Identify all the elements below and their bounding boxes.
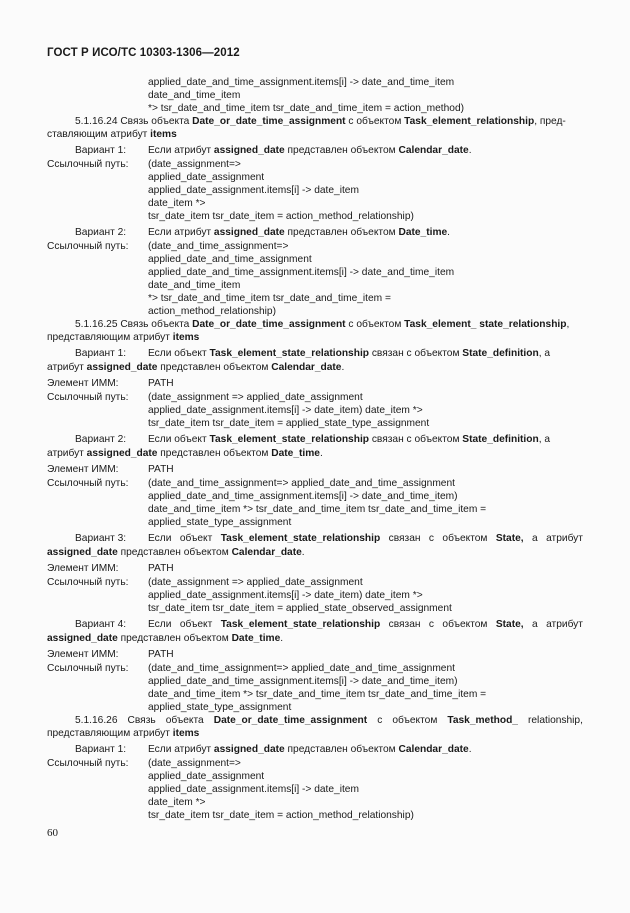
text-line (148, 433, 583, 446)
text-line: Ссылочный путь: (47, 159, 129, 170)
bold-term: items (172, 332, 200, 343)
text-line: applied_date_assignment.items[i] -> date_item) date_item *> (148, 405, 423, 416)
text-line (148, 144, 472, 157)
text-run: представляющим атрибут (47, 332, 173, 343)
bold-term: assigned_date (86, 448, 158, 459)
bold-term: Task_element_state_relationship (220, 619, 381, 630)
text-run: представлен объектом (157, 448, 272, 459)
bold-term: Task_element_state_relationship (220, 533, 381, 544)
text-line: (date_assignment => applied_date_assignment (148, 392, 363, 403)
text-line (148, 226, 450, 239)
text-run: представлен объектом (117, 633, 232, 644)
bold-term: State_definition (462, 348, 539, 359)
text-run: 5.1.16.25 Связь объекта (75, 319, 193, 330)
text-run: атрибут (47, 448, 87, 459)
text-line: action_method_relationship) (148, 306, 276, 317)
bold-term: assigned_date (213, 227, 285, 238)
text-line: (date_assignment=> (148, 758, 241, 769)
text-run: представлен объектом (157, 362, 272, 373)
text-run: . (301, 547, 305, 558)
text-line: date_and_time_item *> tsr_date_and_time_item tsr_date_and_time_item = (148, 504, 487, 515)
bold-term: Date_or_date_time_assignment (192, 116, 346, 127)
bold-term: State, (495, 533, 524, 544)
text-run: , а (538, 348, 551, 359)
text-run: объект (179, 619, 213, 630)
text-line: Вариант 2: (75, 434, 127, 445)
text-run: связан с объектом (369, 434, 463, 445)
text-run: . (447, 227, 451, 238)
text-run: 5.1.16.24 Связь объекта (75, 116, 193, 127)
bold-term: assigned_date (213, 744, 285, 755)
text-line: (date_assignment=> (148, 159, 241, 170)
text-run: объектом (442, 619, 488, 630)
text-line: tsr_date_item tsr_date_item = action_method_relationship) (148, 211, 414, 222)
text-run: relationship, (528, 715, 583, 726)
text-line: applied_date_and_time_assignment.items[i] -> date_and_time_item (148, 77, 455, 88)
bold-term: Date_time (398, 227, 448, 238)
text-line (47, 632, 283, 645)
text-run: Если (148, 619, 172, 630)
text-line: applied_date_assignment (148, 771, 265, 782)
text-line (47, 361, 344, 374)
text-line: Вариант 1: (75, 744, 127, 755)
text-line (148, 743, 472, 756)
text-line: applied_date_assignment (148, 172, 265, 183)
text-line (47, 727, 199, 740)
text-line: applied_date_and_time_assignment.items[i] -> date_and_time_item (148, 267, 455, 278)
text-line: Элемент ИММ: (47, 563, 119, 574)
text-run: с объектом (345, 319, 405, 330)
text-run: . (280, 633, 284, 644)
text-run: связан (388, 619, 421, 630)
text-line: PATH (148, 378, 174, 389)
text-run: с (377, 715, 383, 726)
text-run: Связь (127, 715, 156, 726)
text-run: атрибут (546, 619, 583, 630)
text-run: . (341, 362, 345, 373)
document-header: ГОСТ Р ИСО/ТС 10303-1306—2012 (47, 47, 240, 59)
text-line: applied_date_and_time_assignment.items[i] -> date_and_time_item) (148, 676, 458, 687)
bold-term: Date_time (271, 448, 320, 459)
bold-term: assigned_date (47, 547, 118, 558)
text-line: Элемент ИММ: (47, 464, 119, 475)
text-run: а (532, 533, 538, 544)
text-line: date_and_time_item (148, 90, 241, 101)
text-line: applied_state_type_assignment (148, 702, 292, 713)
text-run: ставляющим атрибут (47, 129, 151, 140)
text-run: Если объект (148, 348, 210, 359)
bold-term: Date_or_date_time_assignment (192, 319, 346, 330)
bold-term: Calendar_date (398, 744, 469, 755)
text-run: 5.1.16.26 (75, 715, 118, 726)
text-line (75, 318, 569, 331)
text-line: Ссылочный путь: (47, 241, 129, 252)
text-line: applied_state_type_assignment (148, 517, 292, 528)
text-run: с объектом (345, 116, 405, 127)
text-line: applied_date_assignment.items[i] -> date_item (148, 185, 359, 196)
text-run: атрибут (47, 362, 87, 373)
text-line: PATH (148, 563, 174, 574)
text-line: applied_date_and_time_assignment (148, 254, 312, 265)
text-line (148, 347, 583, 360)
text-line: date_item *> (148, 797, 206, 808)
bold-term: Task_element_relationship (404, 116, 535, 127)
bold-term: Calendar_date (231, 547, 302, 558)
text-line (148, 618, 583, 631)
text-run: связан (388, 533, 421, 544)
text-line: (date_and_time_assignment=> (148, 241, 289, 252)
text-run: . (319, 448, 323, 459)
text-run: представлен объектом (284, 227, 399, 238)
bold-term: Task_element_state_relationship (209, 434, 369, 445)
text-line: applied_date_and_time_assignment.items[i] -> date_and_time_item) (148, 491, 458, 502)
text-line (47, 447, 323, 460)
text-run: с (428, 619, 434, 630)
text-line (47, 546, 305, 559)
text-run: а (532, 619, 538, 630)
text-run: с (428, 533, 434, 544)
text-line: PATH (148, 464, 174, 475)
text-line: Элемент ИММ: (47, 649, 119, 660)
bold-term: items (172, 728, 200, 739)
text-line: Элемент ИММ: (47, 378, 119, 389)
text-line: tsr_date_item tsr_date_item = action_method_relationship) (148, 810, 414, 821)
text-line (75, 714, 583, 727)
text-line: applied_date_assignment.items[i] -> date_item (148, 784, 359, 795)
text-line: Вариант 4: (75, 619, 127, 630)
text-run: представлен объектом (284, 744, 399, 755)
text-run: Если атрибут (148, 744, 214, 755)
text-line: Вариант 2: (75, 227, 127, 238)
bold-term: Task_element_state_relationship (209, 348, 369, 359)
text-line: Вариант 1: (75, 348, 127, 359)
text-run: объекта (165, 715, 204, 726)
bold-term: Date_time (231, 633, 281, 644)
bold-term: Calendar_date (398, 145, 469, 156)
text-line: (date_assignment => applied_date_assignment (148, 577, 363, 588)
text-run: Если атрибут (148, 145, 214, 156)
text-line: Ссылочный путь: (47, 758, 129, 769)
text-run: представляющим атрибут (47, 728, 173, 739)
bold-term: assigned_date (86, 362, 158, 373)
text-line: date_item *> (148, 198, 206, 209)
text-line: applied_date_assignment.items[i] -> date_item) date_item *> (148, 590, 423, 601)
text-line: (date_and_time_assignment=> applied_date_and_time_assignment (148, 663, 455, 674)
bold-term: Calendar_date (271, 362, 342, 373)
text-run: . (468, 744, 472, 755)
text-run: Если атрибут (148, 227, 214, 238)
text-line: tsr_date_item tsr_date_item = applied_state_observed_assignment (148, 603, 452, 614)
text-line: (date_and_time_assignment=> applied_date_and_time_assignment (148, 478, 455, 489)
text-line: tsr_date_item tsr_date_item = applied_state_type_assignment (148, 418, 430, 429)
bold-term: assigned_date (47, 633, 118, 644)
text-run: Если (148, 533, 172, 544)
text-run: объект (179, 533, 213, 544)
text-line: *> tsr_date_and_time_item tsr_date_and_time_item = (148, 293, 391, 304)
bold-term: State_definition (462, 434, 539, 445)
bold-term: Task_method_ (447, 715, 518, 726)
bold-term: Task_element_ state_relationship (404, 319, 567, 330)
bold-term: items (150, 129, 177, 140)
text-line: PATH (148, 649, 174, 660)
text-run: , пред- (534, 116, 566, 127)
bold-term: State, (495, 619, 524, 630)
bold-term: Date_or_date_time_assignment (213, 715, 368, 726)
text-line: Ссылочный путь: (47, 478, 129, 489)
page-number: 60 (47, 827, 58, 839)
text-line: Вариант 1: (75, 145, 127, 156)
text-run: объектом (442, 533, 488, 544)
text-run: атрибут (546, 533, 583, 544)
text-run: Если объект (148, 434, 210, 445)
text-line: date_and_time_item (148, 280, 241, 291)
text-line (47, 128, 177, 141)
text-line: Ссылочный путь: (47, 663, 129, 674)
text-line: date_and_time_item *> tsr_date_and_time_item tsr_date_and_time_item = (148, 689, 487, 700)
text-line (47, 331, 199, 344)
text-run: объектом (392, 715, 438, 726)
text-run: . (468, 145, 472, 156)
bold-term: assigned_date (213, 145, 285, 156)
text-line: Ссылочный путь: (47, 577, 129, 588)
text-run: представлен объектом (284, 145, 399, 156)
text-line (148, 532, 583, 545)
text-run: связан с объектом (369, 348, 463, 359)
text-line: Ссылочный путь: (47, 392, 129, 403)
text-run: , а (538, 434, 551, 445)
text-line (75, 115, 583, 128)
text-line: *> tsr_date_and_time_item tsr_date_and_time_item = action_method) (148, 103, 465, 114)
text-run: , (566, 319, 570, 330)
text-line: Вариант 3: (75, 533, 127, 544)
text-run: представлен объектом (117, 547, 232, 558)
